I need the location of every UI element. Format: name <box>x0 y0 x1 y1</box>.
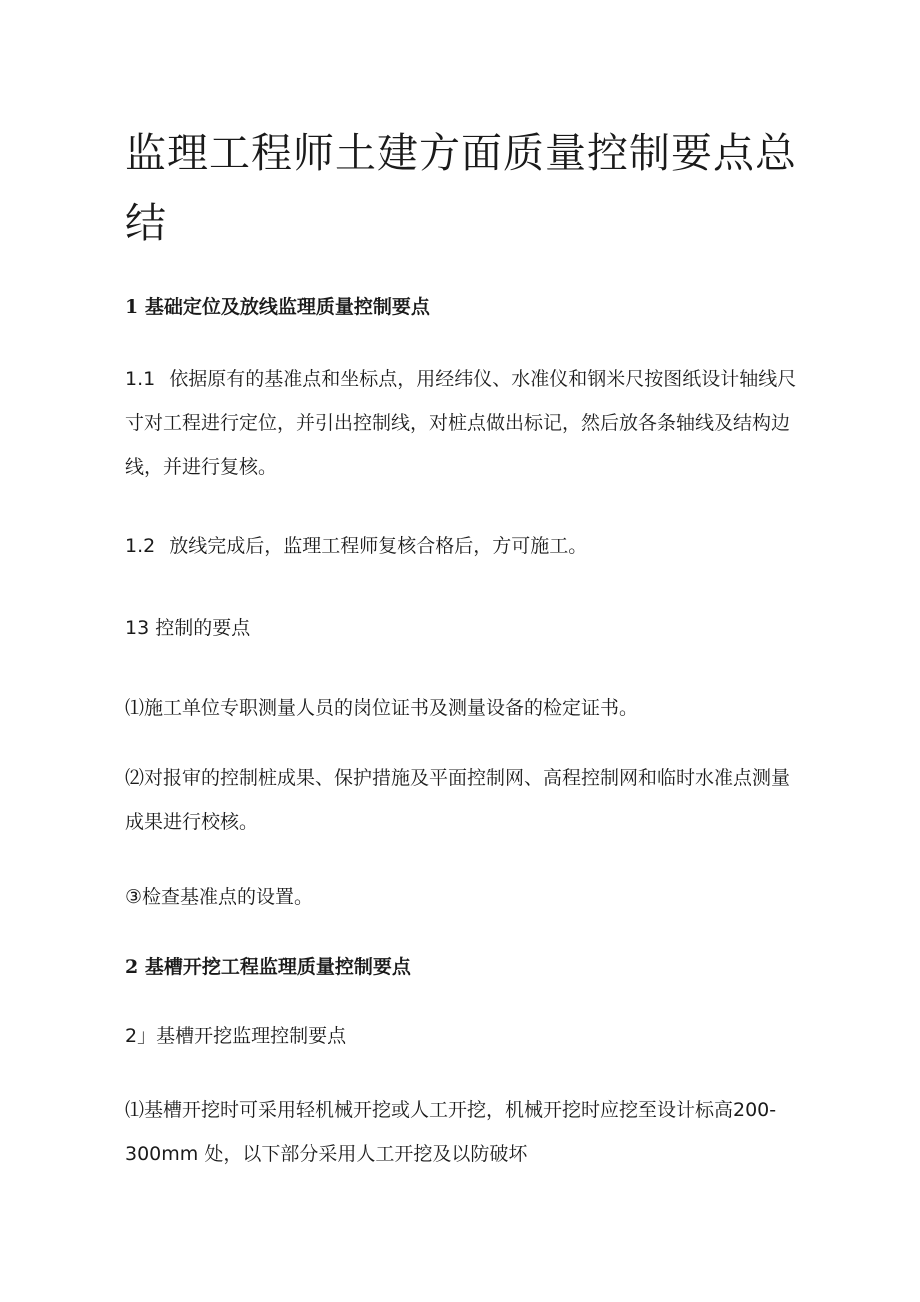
paragraph-2-1: 2」基槽开挖监理控制要点 <box>125 1025 347 1047</box>
section-1-heading: 1 基础定位及放线监理质量控制要点 <box>125 296 430 318</box>
list-item-1: ⑴施工单位专职测量人员的岗位证书及测量设备的检定证书。 <box>125 697 639 719</box>
document-title: 监理工程师土建方面质量控制要点总结 <box>125 129 797 247</box>
section-2-heading: 2 基槽开挖工程监理质量控制要点 <box>125 956 411 978</box>
paragraph-1-2-number: 1.2 <box>125 535 156 557</box>
paragraph-1-2-text: 放线完成后，监理工程师复核合格后，方可施工。 <box>169 535 588 557</box>
paragraph-1-1-number: 1.1 <box>125 368 156 390</box>
list-item-3: ③检查基准点的设置。 <box>125 886 314 908</box>
paragraph-1-1-text: 依据原有的基准点和坐标点，用经纬仪、水准仪和钢米尺按图纸设计轴线尺寸对工程进行定位，并引出控制线，对桩点做出标记，然后放各条轴线及结构边线，并进行复核。 <box>125 368 797 478</box>
paragraph-1-2 <box>125 524 805 568</box>
list-item-2: ⑵对报审的控制桩成果、保护措施及平面控制网、高程控制网和临时水准点测量成果进行校核。 <box>125 767 791 833</box>
paragraph-1-3: 13 控制的要点 <box>125 617 251 639</box>
paragraph-1-1 <box>125 357 805 489</box>
list-item-2-1: ⑴基槽开挖时可采用轻机械开挖或人工开挖，机械开挖时应挖至设计标高200-300mm 处，以下部分采用人工开挖及以防破坏 <box>125 1099 777 1165</box>
